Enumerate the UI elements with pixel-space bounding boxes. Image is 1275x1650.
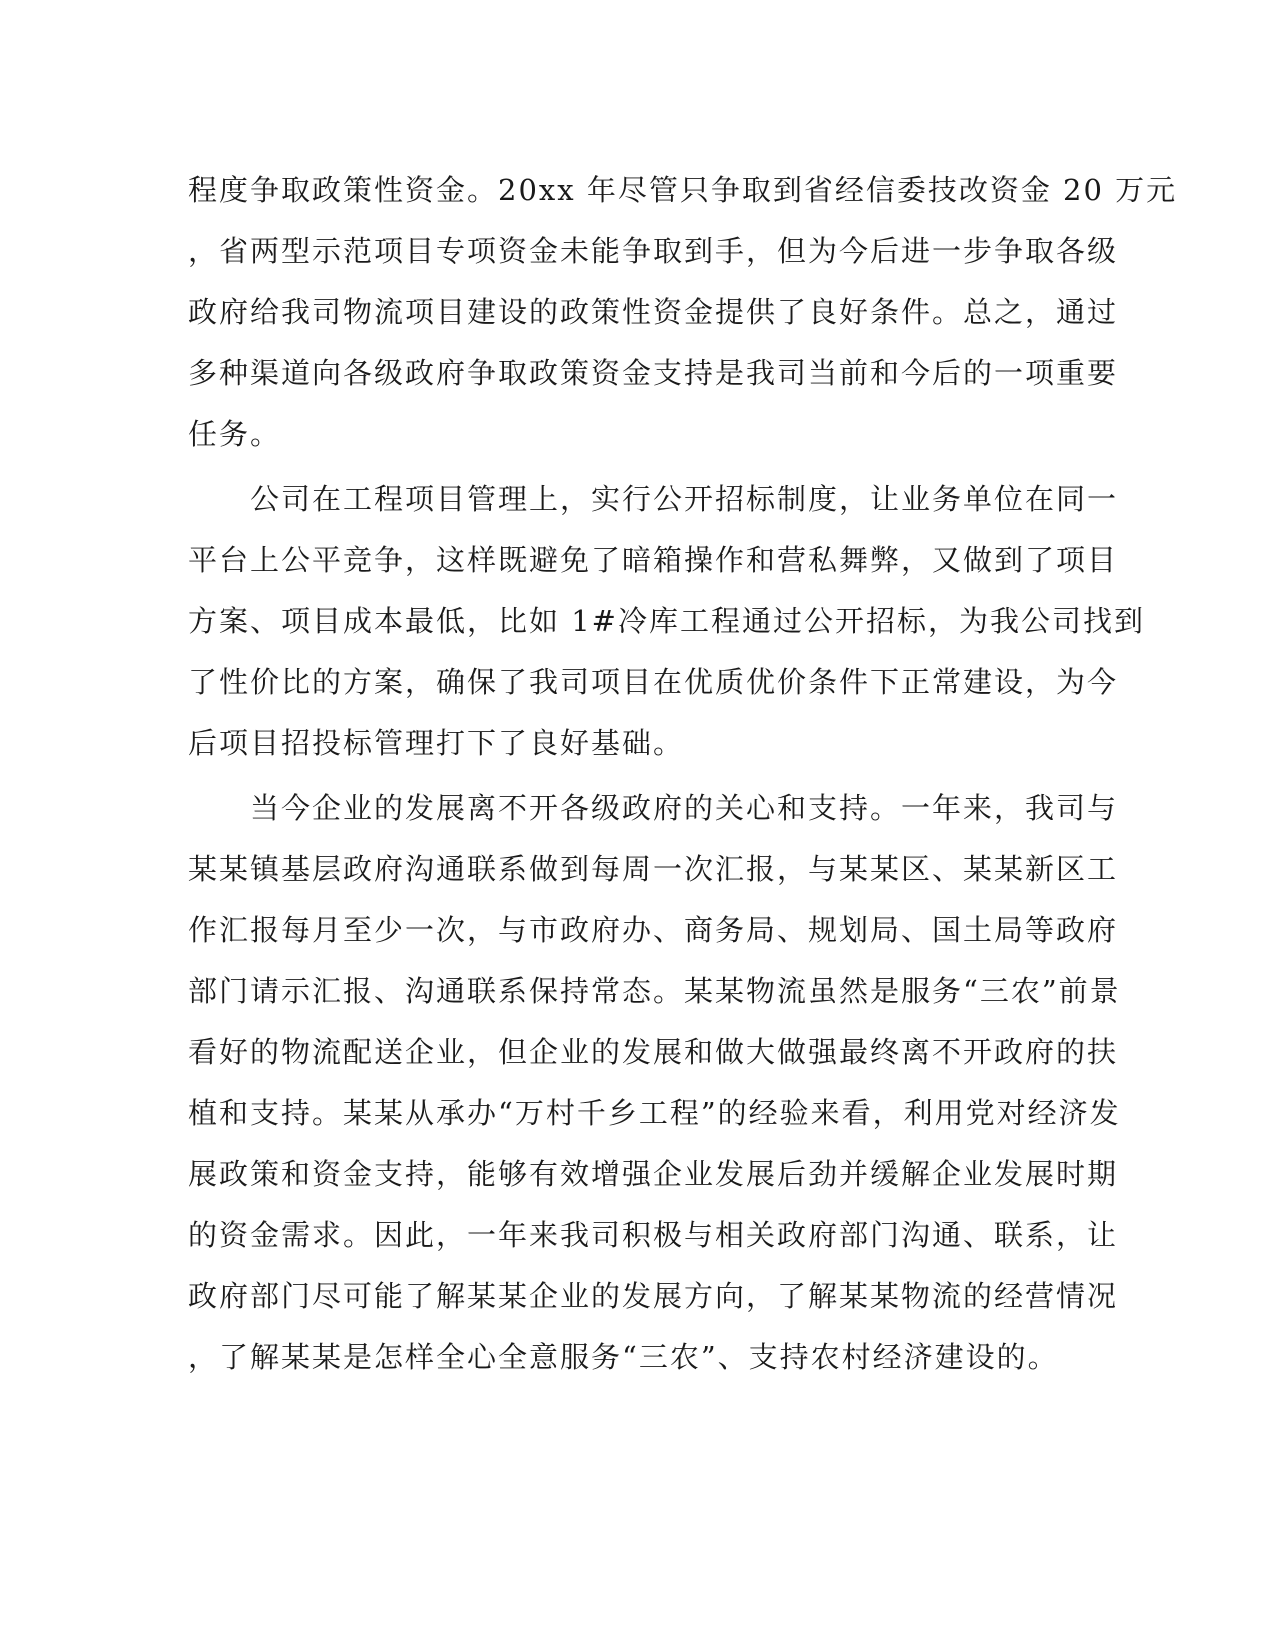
text-line: 后项目招投标管理打下了良好基础。 <box>188 726 685 760</box>
text-line: 程度争取政策性资金。20xx 年尽管只争取到省经信委技改资金 20 万元 <box>188 173 1178 207</box>
text-line: 作汇报每月至少一次，与市政府办、商务局、规划局、国土局等政府 <box>188 913 1119 947</box>
text-line: 了性价比的方案，确保了我司项目在优质优价条件下正常建设，为今 <box>188 665 1119 699</box>
paragraph-government-relations <box>188 778 1121 1388</box>
text-line: 多种渠道向各级政府争取政策资金支持是我司当前和今后的一项重要 <box>188 356 1119 390</box>
paragraph-project-bidding <box>188 469 1145 774</box>
body-text <box>188 160 1178 1388</box>
text-line: 展政策和资金支持，能够有效增强企业发展后劲并缓解企业发展时期 <box>188 1157 1119 1191</box>
text-line: 部门请示汇报、沟通联系保持常态。某某物流虽然是服务“三农”前景 <box>188 974 1121 1008</box>
text-line: 植和支持。某某从承办“万村千乡工程”的经验来看，利用党对经济发 <box>188 1096 1121 1130</box>
text-line: 政府部门尽可能了解某某企业的发展方向，了解某某物流的经营情况 <box>188 1279 1119 1313</box>
text-line: 看好的物流配送企业，但企业的发展和做大做强最终离不开政府的扶 <box>188 1035 1119 1069</box>
text-line: ，了解某某是怎样全心全意服务“三农”、支持农村经济建设的。 <box>188 1340 1059 1374</box>
text-line: 某某镇基层政府沟通联系做到每周一次汇报，与某某区、某某新区工 <box>188 852 1119 886</box>
text-line: ，省两型示范项目专项资金未能争取到手，但为今后进一步争取各级 <box>188 234 1119 268</box>
text-line: 任务。 <box>188 417 282 451</box>
text-line-indented: 公司在工程项目管理上，实行公开招标制度，让业务单位在同一 <box>250 482 1119 516</box>
text-line: 的资金需求。因此，一年来我司积极与相关政府部门沟通、联系，让 <box>188 1218 1119 1252</box>
text-line: 平台上公平竞争，这样既避免了暗箱操作和营私舞弊，又做到了项目 <box>188 543 1119 577</box>
text-line-indented: 当今企业的发展离不开各级政府的关心和支持。一年来，我司与 <box>250 791 1119 825</box>
text-line: 政府给我司物流项目建设的政策性资金提供了良好条件。总之，通过 <box>188 295 1119 329</box>
text-line: 方案、项目成本最低，比如 1#冷库工程通过公开招标，为我公司找到 <box>188 604 1145 638</box>
paragraph-policy-funding <box>188 160 1178 465</box>
